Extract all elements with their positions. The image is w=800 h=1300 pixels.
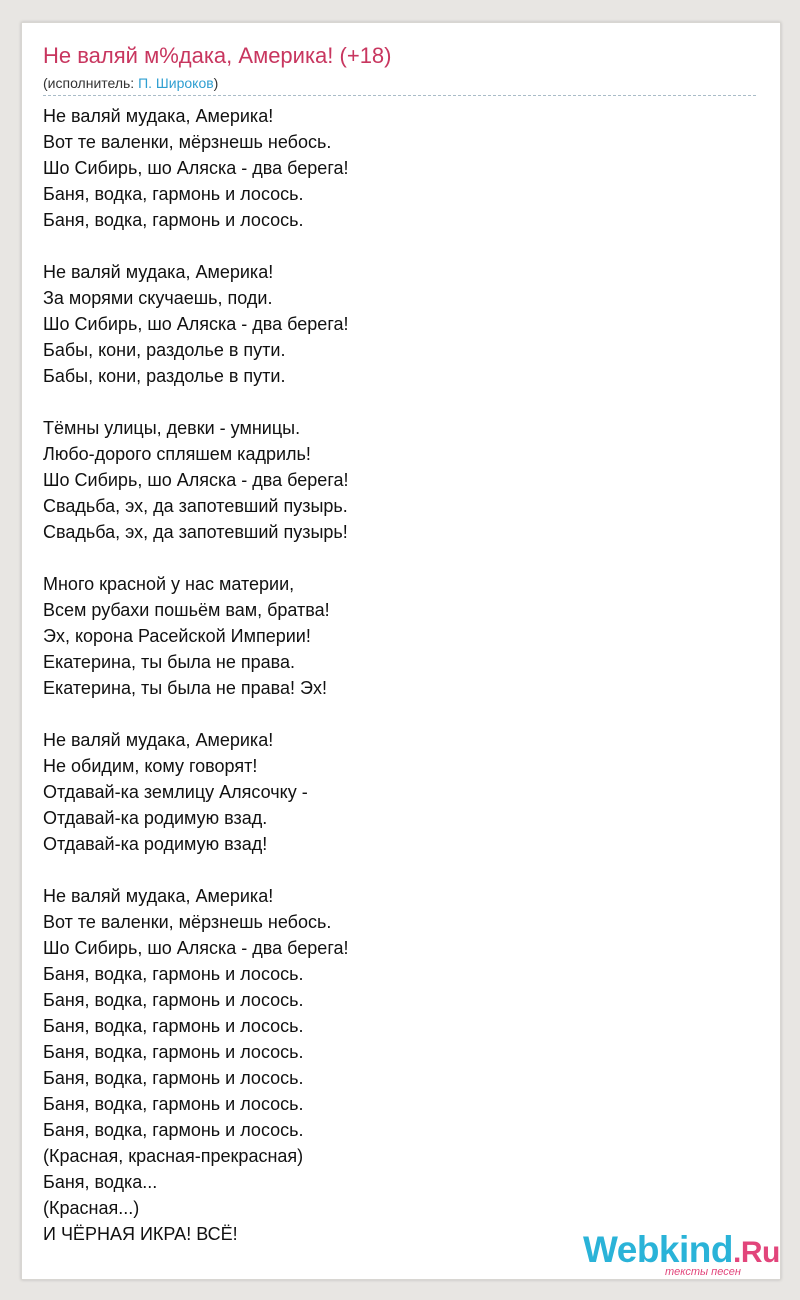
lyric-line: Баня, водка... <box>43 1172 158 1192</box>
lyric-line: (Красная...) <box>43 1198 140 1218</box>
lyric-line: Не валяй мудака, Америка! <box>43 262 274 282</box>
song-title: Не валяй м%дака, Америка! (+18) <box>43 43 392 68</box>
lyric-line: Любо-дорого спляшем кадриль! <box>43 444 311 464</box>
stanza-break <box>43 233 349 259</box>
lyric-line: Баня, водка, гармонь и лосось. <box>43 1120 304 1140</box>
lyric-line: Свадьба, эх, да запотевший пузырь! <box>43 522 348 542</box>
logo-word: Webkind <box>583 1229 733 1270</box>
lyric-line: Бабы, кони, раздолье в пути. <box>43 340 286 360</box>
lyric-line: Баня, водка, гармонь и лосось. <box>43 184 304 204</box>
lyric-line: Екатерина, ты была не права! Эх! <box>43 678 327 698</box>
lyric-line: Баня, водка, гармонь и лосось. <box>43 1016 304 1036</box>
stanza-break <box>43 857 349 883</box>
lyric-line: И ЧЁРНАЯ ИКРА! ВСЁ! <box>43 1224 238 1244</box>
lyric-line: Отдавай-ка родимую взад! <box>43 834 268 854</box>
performer-prefix: (исполнитель: <box>43 75 139 91</box>
lyric-line: Свадьба, эх, да запотевший пузырь. <box>43 496 348 516</box>
lyric-line: Шо Сибирь, шо Аляска - два берега! <box>43 938 349 958</box>
performer-suffix: ) <box>213 75 219 91</box>
lyric-line: Бабы, кони, раздолье в пути. <box>43 366 286 386</box>
lyric-line: Не валяй мудака, Америка! <box>43 886 274 906</box>
stanza-break <box>43 389 349 415</box>
lyric-line: Баня, водка, гармонь и лосось. <box>43 964 304 984</box>
logo-tld: .Ru <box>733 1236 780 1269</box>
lyric-line: Баня, водка, гармонь и лосось. <box>43 210 304 230</box>
lyric-line: Не обидим, кому говорят! <box>43 756 258 776</box>
lyric-line: Не валяй мудака, Америка! <box>43 730 274 750</box>
logo-wordmark <box>583 1229 780 1271</box>
lyric-line: Баня, водка, гармонь и лосось. <box>43 1068 304 1088</box>
lyric-line: Много красной у нас материи, <box>43 574 295 594</box>
lyric-line: За морями скучаешь, поди. <box>43 288 273 308</box>
logo-tagline: тексты песен <box>665 1266 741 1278</box>
lyric-line: Эх, корона Расейской Империи! <box>43 626 311 646</box>
lyric-line: Не валяй мудака, Америка! <box>43 106 274 126</box>
lyric-line: Шо Сибирь, шо Аляска - два берега! <box>43 158 349 178</box>
lyrics-card <box>21 22 781 1280</box>
lyric-line: Тёмны улицы, девки - умницы. <box>43 418 301 438</box>
stanza-break <box>43 545 349 571</box>
lyric-line: Вот те валенки, мёрзнешь небось. <box>43 912 332 932</box>
site-logo[interactable] <box>583 1229 783 1281</box>
lyric-line: Баня, водка, гармонь и лосось. <box>43 1042 304 1062</box>
stanza-break <box>43 701 349 727</box>
lyric-line: Екатерина, ты была не права. <box>43 652 295 672</box>
lyric-line: Отдавай-ка землицу Алясочку - <box>43 782 308 802</box>
lyric-line: Баня, водка, гармонь и лосось. <box>43 1094 304 1114</box>
performer-line <box>43 75 756 96</box>
lyric-line: Всем рубахи пошьём вам, братва! <box>43 600 330 620</box>
lyric-line: Вот те валенки, мёрзнешь небось. <box>43 132 332 152</box>
lyric-line: Отдавай-ка родимую взад. <box>43 808 268 828</box>
artist-link[interactable]: П. Широков <box>138 75 214 91</box>
lyric-line: Шо Сибирь, шо Аляска - два берега! <box>43 470 349 490</box>
lyric-line: (Красная, красная-прекрасная) <box>43 1146 304 1166</box>
lyrics-text <box>43 103 349 1247</box>
lyric-line: Шо Сибирь, шо Аляска - два берега! <box>43 314 349 334</box>
lyric-line: Баня, водка, гармонь и лосось. <box>43 990 304 1010</box>
